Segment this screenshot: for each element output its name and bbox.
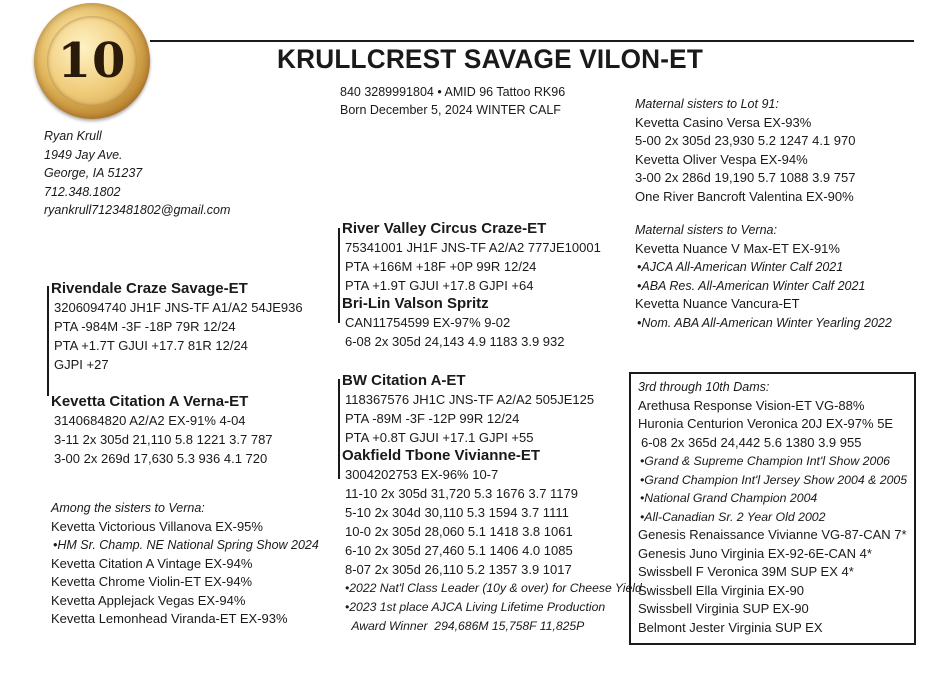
dam-of-dam-line: 6-10 2x 305d 27,460 5.1 1406 4.0 1085	[345, 543, 573, 558]
sire-of-sire-block	[342, 219, 601, 295]
dam-of-sire-name: Bri-Lin Valson Spritz	[342, 295, 489, 312]
lot-number: 10	[57, 33, 127, 89]
dam-of-dam-line: 10-0 2x 305d 28,060 5.1 1418 3.8 1061	[345, 524, 573, 539]
dam-of-dam-line: 8-07 2x 305d 26,110 5.2 1357 3.9 1017	[345, 562, 572, 577]
consignor-phone: 712.348.1802	[44, 184, 121, 199]
list-item: Arethusa Response Vision-ET VG-88%	[638, 397, 865, 413]
list-item: Kevetta Lemonhead Viranda-ET EX-93%	[51, 611, 288, 626]
list-item: Kevetta Nuance Vancura-ET	[635, 296, 800, 311]
consignor-email: ryankrull7123481802@gmail.com	[44, 203, 231, 217]
maternal-lot91-block	[635, 95, 855, 206]
list-item: Kevetta Victorious Villanova EX-95%	[51, 518, 263, 534]
list-item: 3-00 2x 286d 19,190 5.7 1088 3.9 757	[635, 170, 856, 185]
maternal-verna-heading: Maternal sisters to Verna:	[635, 223, 777, 237]
list-item: Kevetta Applejack Vegas EX-94%	[51, 592, 246, 608]
sire-line: GJPI +27	[54, 357, 109, 372]
sire-of-sire-name: River Valley Circus Craze-ET	[342, 220, 547, 237]
pedigree-line-sire	[47, 286, 49, 396]
list-item: One River Bancroft Valentina EX-90%	[635, 188, 854, 204]
animal-born-line: Born December 5, 2024 WINTER CALF	[340, 103, 561, 117]
sire-name: Rivendale Craze Savage-ET	[51, 280, 248, 297]
header-rule	[150, 40, 914, 42]
dam-of-dam-line: 11-10 2x 305d 31,720 5.3 1676 3.7 1179	[345, 486, 578, 501]
lot-number-badge	[34, 3, 150, 119]
list-item: 6-08 2x 365d 24,442 5.6 1380 3.9 955	[641, 434, 862, 450]
list-item: Genesis Juno Virginia EX-92-6E-CAN 4*	[638, 545, 872, 561]
sisters-verna-heading: Among the sisters to Verna:	[51, 501, 205, 515]
sire-block	[51, 279, 303, 374]
sire-of-dam-line: PTA +0.8T GJUI +17.1 GJPI +55	[345, 430, 534, 445]
list-item: Kevetta Citation A Vintage EX-94%	[51, 555, 253, 571]
dams-block	[638, 378, 907, 637]
sire-of-dam-line: PTA -89M -3F -12P 99R 12/24	[345, 411, 520, 426]
dam-of-dam-block	[342, 446, 642, 636]
list-item: Swissbell Ella Virginia EX-90	[638, 582, 804, 598]
dam-name: Kevetta Citation A Verna-ET	[51, 393, 249, 410]
list-item: •Grand Champion Int'l Jersey Show 2004 & 2005	[640, 472, 908, 487]
dam-line: 3-00 2x 269d 17,630 5.3 936 4.1 720	[54, 451, 268, 466]
dam-of-dam-line: •2023 1st place AJCA Living Lifetime Production	[345, 600, 606, 614]
dam-of-dam-name: Oakfield Tbone Vivianne-ET	[342, 447, 541, 464]
dams-heading: 3rd through 10th Dams:	[638, 380, 770, 394]
sire-of-sire-line: PTA +166M +18F +0P 99R 12/24	[345, 259, 537, 274]
animal-id-line: 840 3289991804 • AMID 96 Tattoo RK96	[340, 85, 566, 99]
list-item: •All-Canadian Sr. 2 Year Old 2002	[640, 509, 826, 524]
dam-of-sire-line: CAN11754599 EX-97% 9-02	[345, 315, 511, 330]
list-item: •Grand & Supreme Champion Int'l Show 2006	[640, 454, 890, 468]
list-item: Kevetta Casino Versa EX-93%	[635, 114, 812, 130]
dam-of-sire-line: 6-08 2x 305d 24,143 4.9 1183 3.9 932	[345, 334, 565, 349]
dam-of-dam-line: 3004202753 EX-96% 10-7	[345, 467, 499, 482]
list-item: •ABA Res. All-American Winter Calf 2021	[637, 278, 866, 293]
maternal-lot91-heading: Maternal sisters to Lot 91:	[635, 97, 779, 111]
list-item: Huronia Centurion Veronica 20J EX-97% 5E	[638, 416, 894, 431]
sire-of-sire-line: 75341001 JH1F JNS-TF A2/A2 777JE10001	[345, 240, 601, 255]
list-item: •National Grand Champion 2004	[640, 491, 818, 505]
sire-of-sire-line: PTA +1.9T GJUI +17.8 GJPI +64	[345, 278, 534, 293]
list-item: •HM Sr. Champ. NE National Spring Show 2024	[53, 538, 319, 552]
pedigree-line-sire-of-dam	[338, 379, 340, 479]
list-item: Kevetta Chrome Violin-ET EX-94%	[51, 574, 253, 589]
list-item: •AJCA All-American Winter Calf 2021	[637, 260, 844, 274]
dam-of-dam-line: 5-10 2x 304d 30,110 5.3 1594 3.7 1111	[345, 505, 569, 520]
consignor-city: George, IA 51237	[44, 166, 143, 180]
sire-of-dam-line: 118367576 JH1C JNS-TF A2/A2 505JE125	[345, 392, 595, 407]
dam-line: 3140684820 A2/A2 EX-91% 4-04	[54, 413, 246, 428]
sire-of-dam-block	[342, 371, 594, 447]
sire-line: 3206094740 JH1F JNS-TF A1/A2 54JE936	[54, 300, 303, 315]
sire-line: PTA +1.7T GJUI +17.7 81R 12/24	[54, 338, 248, 353]
maternal-verna-block	[635, 221, 892, 332]
dam-of-dam-line: •2022 Nat'l Class Leader (10y & over) for Cheese Yield	[345, 581, 642, 595]
dam-line: 3-11 2x 305d 21,110 5.8 1221 3.7 787	[54, 432, 273, 447]
sisters-verna-block	[51, 499, 319, 629]
dam-block	[51, 392, 273, 468]
sire-of-dam-name: BW Citation A-ET	[342, 372, 466, 389]
animal-name: KRULLCREST SAVAGE VILON-ET	[277, 44, 704, 74]
consignor-info	[44, 127, 230, 220]
consignor-name: Ryan Krull	[44, 129, 102, 143]
consignor-address: 1949 Jay Ave.	[44, 147, 123, 162]
list-item: •Nom. ABA All-American Winter Yearling 2022	[637, 315, 892, 330]
list-item: Kevetta Nuance V Max-ET EX-91%	[635, 240, 840, 256]
dam-of-dam-line: Award Winner 294,686M 15,758F 11,825P	[345, 619, 585, 633]
list-item: Genesis Renaissance Vivianne VG-87-CAN 7*	[638, 527, 907, 542]
list-item: Kevetta Oliver Vespa EX-94%	[635, 151, 808, 167]
list-item: Swissbell F Veronica 39M SUP EX 4*	[638, 564, 854, 579]
list-item: 5-00 2x 305d 23,930 5.2 1247 4.1 970	[635, 133, 856, 148]
pedigree-line-sire-of-sire	[338, 228, 340, 323]
list-item: Belmont Jester Virginia SUP EX	[638, 619, 823, 635]
dam-of-sire-block	[342, 294, 565, 351]
sire-line: PTA -984M -3F -18P 79R 12/24	[54, 319, 236, 334]
lot-number-badge-inner	[47, 16, 137, 106]
list-item: Swissbell Virginia SUP EX-90	[638, 601, 809, 616]
